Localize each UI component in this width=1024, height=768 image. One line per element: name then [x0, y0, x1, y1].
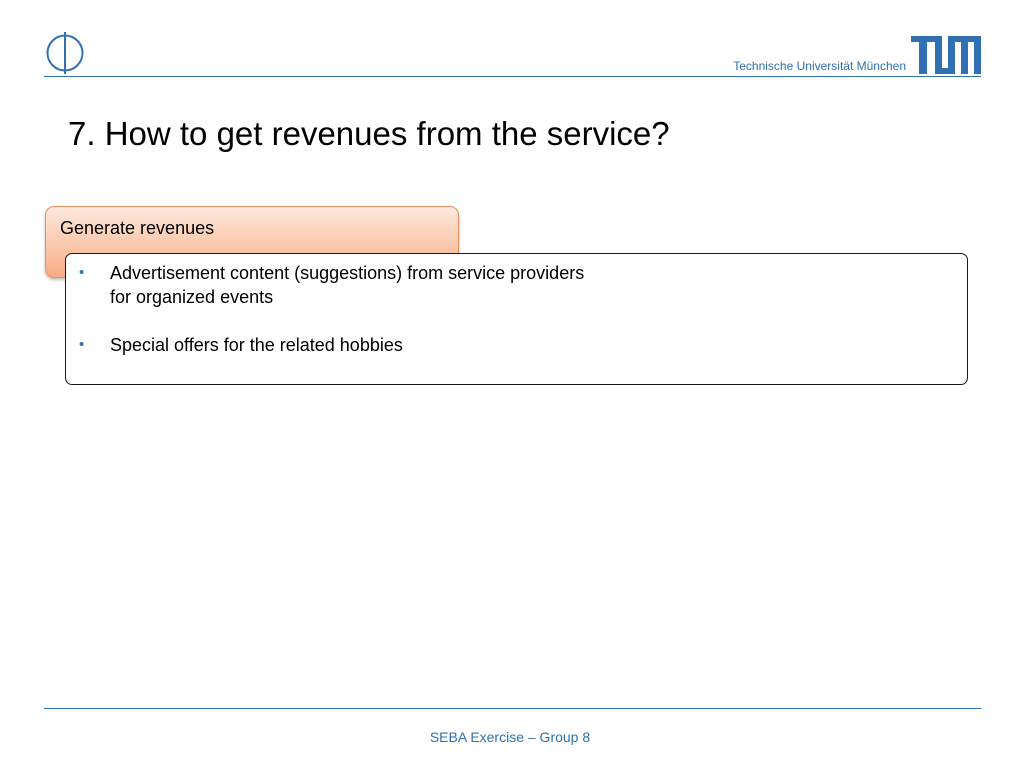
footer-text: SEBA Exercise – Group 8 — [429, 729, 591, 745]
slide-title: 7. How to get revenues from the service? — [68, 115, 670, 152]
bullet-text: Special offers for the related hobbies — [110, 335, 403, 355]
bullet-text: Advertisement content (suggestions) from service providers for organized events — [110, 263, 585, 307]
tum-logo-icon — [911, 36, 981, 74]
bullet-icon: • — [79, 336, 85, 353]
university-name: Technische Universität München — [733, 59, 906, 73]
section-tab-label: Generate revenues — [60, 218, 215, 238]
footer-divider — [44, 708, 981, 709]
faculty-logo-icon — [45, 31, 85, 75]
header-divider — [44, 76, 981, 77]
content-box — [65, 253, 968, 385]
bullet-icon: • — [79, 264, 85, 281]
